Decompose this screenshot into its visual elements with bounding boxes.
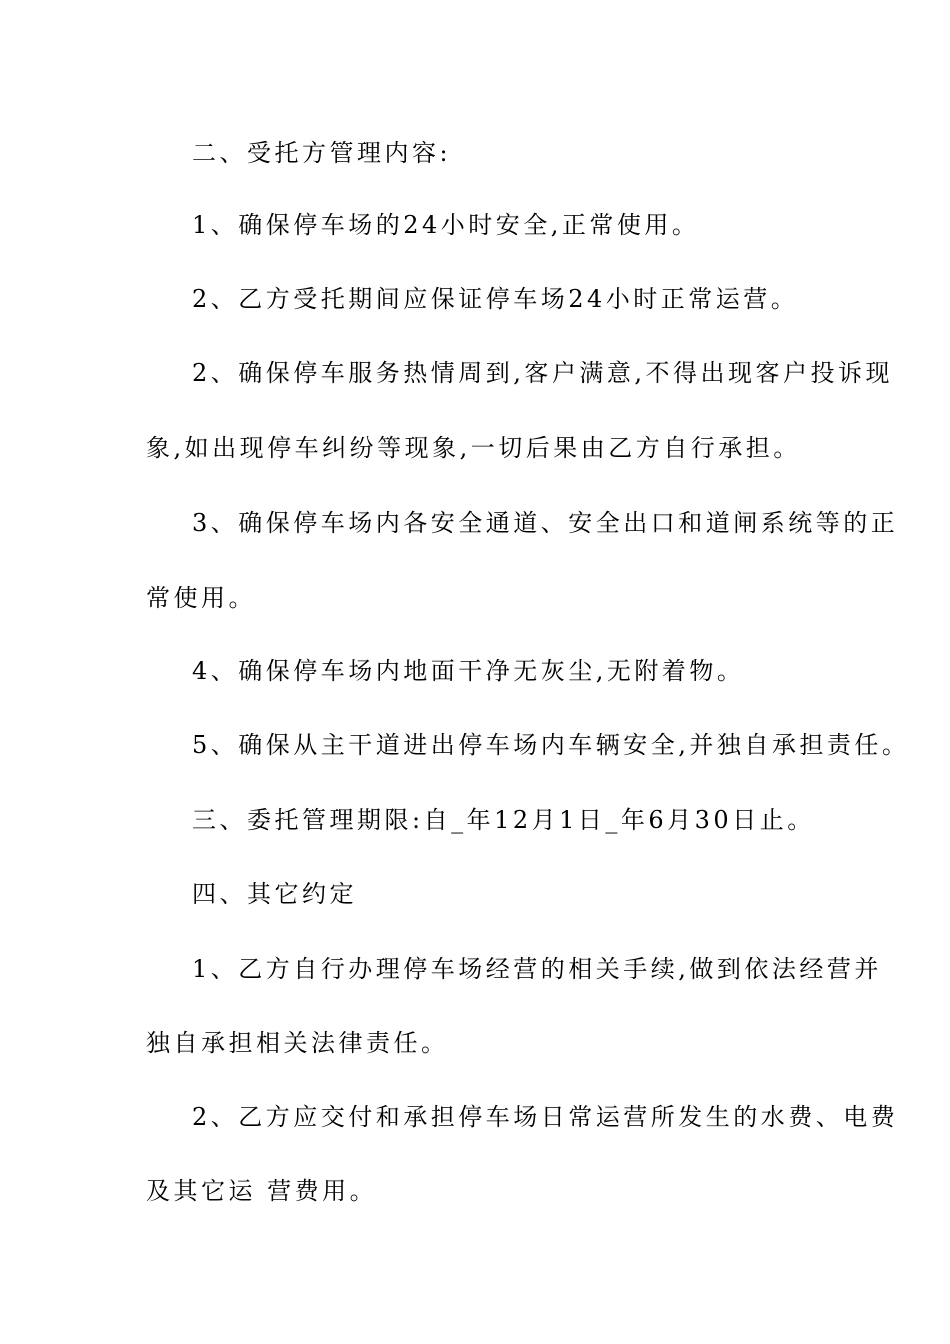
paragraph-line: 1、乙方自行办理停车场经营的相关手续,做到依法经营并 <box>192 955 882 983</box>
section-heading-3: 三、委托管理期限:自_年12月1日_年6月30日止。 <box>192 806 815 834</box>
section-heading-2: 二、受托方管理内容: <box>192 139 452 167</box>
paragraph-line: 1、确保停车场的24小时安全,正常使用。 <box>192 211 700 239</box>
paragraph-line: 2、确保停车服务热情周到,客户满意,不得出现客户投诉现 <box>192 359 894 387</box>
paragraph-line: 常使用。 <box>146 584 256 612</box>
paragraph-line: 3、确保停车场内各安全通道、安全出口和道闸系统等的正 <box>192 509 899 537</box>
paragraph-line: 独自承担相关法律责任。 <box>146 1029 449 1057</box>
paragraph-line: 5、确保从主干道进出停车场内车辆安全,并独自承担责任。 <box>192 731 910 759</box>
paragraph-line: 4、确保停车场内地面干净无灰尘,无附着物。 <box>192 657 745 685</box>
paragraph-line: 2、乙方应交付和承担停车场日常运营所发生的水费、电费 <box>192 1103 899 1131</box>
section-heading-4: 四、其它约定 <box>192 880 357 908</box>
paragraph-line: 2、乙方受托期间应保证停车场24小时正常运营。 <box>192 285 799 313</box>
paragraph-line: 及其它运 营费用。 <box>146 1177 378 1205</box>
paragraph-line: 象,如出现停车纠纷等现象,一切后果由乙方自行承担。 <box>146 434 801 462</box>
